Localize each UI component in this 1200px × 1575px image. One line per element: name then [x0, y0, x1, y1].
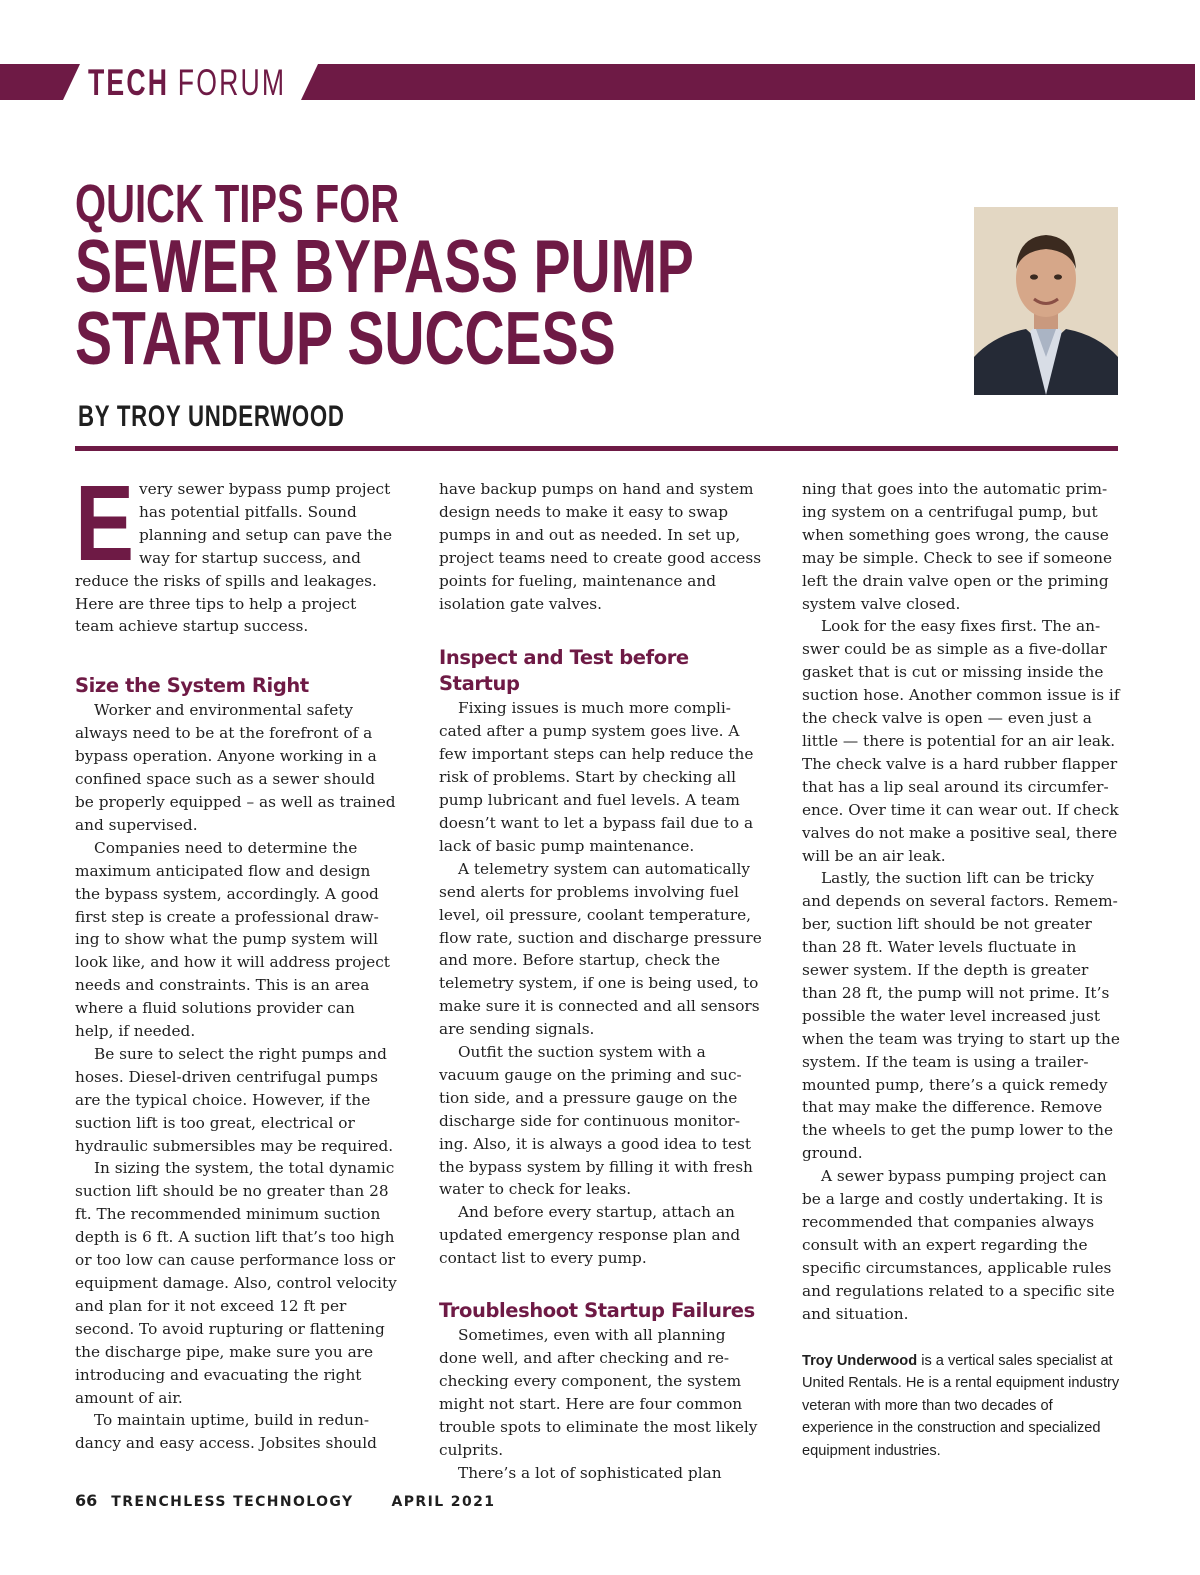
- author-photo-illustration: [974, 207, 1118, 395]
- page-footer: [75, 1491, 495, 1510]
- paragraph: Companies need to determine the maximum anticipated flow and design the bypass system, accordingly. A good first step is create a professional drawing to show what the pump system will look like, and how it will address project needs and constraints. This is an area where a fluid solutions provider can help, if needed.: [75, 838, 390, 1041]
- author-bio: [802, 1350, 1124, 1463]
- paragraph: Fixing issues is much more complicated after a pump system goes live. A few important steps can help reduce the risk of problems. Start by checking all pump lubricant and fuel levels. A team doesn’t want to let a bypass fail due to a lack of basic pump maintenance.: [439, 699, 754, 855]
- subhead-inspect-test: Inspect and Test before Startup: [439, 646, 689, 696]
- page-number: 66: [75, 1491, 98, 1510]
- paragraph: ning that goes into the automatic priming system on a centrifugal pump, but when something goes wrong, the cause may be simple. Check to see if someone left the drain valve open or the priming system valve closed.: [802, 480, 1113, 613]
- intro-paragraph: very sewer bypass pump project has potential pitfalls. Sound planning and setup can pave the way for startup success, and reduce the risks of spills and leakages. Here are three tips to help a project team achieve startup success.: [75, 480, 393, 636]
- headline-rule: [75, 446, 1118, 451]
- section-label-light: FORUM: [177, 62, 287, 103]
- paragraph: To maintain uptime, build in redundancy and easy access. Jobsites should: [75, 1411, 377, 1453]
- subhead-size-system: Size the System Right: [75, 674, 309, 698]
- paragraph: Look for the easy fixes first. The answer could be as simple as a five-dollar gasket that is cut or missing inside the suction hose. Another common issue is if the check valve is open — even just a little — there is potential for an air leak. The check valve is a hard rubber flapper that has a lip seal around its circumference. Over time it can wear out. If check valves do not make a positive seal, there will be an air leak.: [802, 617, 1120, 865]
- banner-left-bar: [0, 64, 80, 100]
- paragraph: Be sure to select the right pumps and hoses. Diesel-driven centrifugal pumps are the typical choice. However, if the suction lift is too great, electrical or hydraulic submersibles may be required.: [75, 1044, 394, 1155]
- byline: BY TROY UNDERWOOD: [78, 400, 345, 433]
- paragraph: A sewer bypass pumping project can be a large and costly undertaking. It is recommended that companies always consult with an expert regarding the specific circumstances, applicable rules and regulations related to a specific site and situation.: [802, 1167, 1115, 1323]
- publication-name: TRENCHLESS TECHNOLOGY: [111, 1494, 354, 1510]
- headline-kicker: QUICK TIPS FOR: [75, 174, 400, 234]
- headline-line-2: STARTUP SUCCESS: [75, 296, 616, 380]
- paragraph: Worker and environmental safety always need to be at the forefront of a bypass operation. Anyone working in a confined space such as a sewer should be properly equipped – as well as trained and supervised.: [75, 701, 396, 834]
- subhead-troubleshoot: Troubleshoot Startup Failures: [439, 1299, 755, 1323]
- headline-main: [75, 224, 694, 380]
- paragraph: have backup pumps on hand and system design needs to make it easy to swap pumps in and out as needed. In set up, project teams need to create good access points for fueling, maintenance and isolation gate valves.: [439, 480, 762, 613]
- paragraph: Sometimes, even with all planning done well, and after checking and rechecking every component, the system might not start. Here are four common trouble spots to eliminate the most likely culprits.: [439, 1326, 758, 1459]
- author-photo: [974, 207, 1118, 395]
- section-label: [88, 62, 287, 103]
- author-bio-name: Troy Underwood: [802, 1352, 918, 1369]
- article-column-3: [802, 478, 1124, 1462]
- author-bio-text: is a vertical sales specialist at United Rentals. He is a rental equipment industry veteran with more than two decades of experience in the construction and specialized equipment industries.: [802, 1352, 1120, 1459]
- section-label-bold: TECH: [88, 62, 170, 103]
- paragraph: There’s a lot of sophisticated plan: [458, 1463, 722, 1482]
- article-column-1: [75, 462, 398, 1455]
- paragraph: In sizing the system, the total dynamic suction lift should be no greater than 28 ft. The recommended minimum suction depth is 6 ft. A suction lift that’s too high or too low can cause performance loss or equipment damage. Also, control velocity and plan for it not exceed 12 ft per second. To avoid rupturing or flattening the discharge pipe, make sure you are introducing and evacuating the right amount of air.: [75, 1159, 397, 1407]
- drop-cap: E: [75, 462, 135, 583]
- headline-line-1: SEWER BYPASS PUMP: [75, 224, 694, 308]
- paragraph: A telemetry system can automatically send alerts for problems involving fuel level, oil pressure, coolant temperature, flow rate, suction and discharge pressure and more. Before startup, check the telemetry system, if one is being used, to make sure it is connected and all sensors are sending signals.: [439, 859, 762, 1039]
- article-column-2: [439, 478, 762, 1484]
- banner-right-bar: [301, 64, 1195, 100]
- section-banner: [0, 62, 1195, 103]
- paragraph: Lastly, the suction lift can be tricky and depends on several factors. Remember, suction lift should be not greater than 28 ft. Water levels fluctuate in sewer system. If the depth is greater than 28 ft, the pump will not prime. It’s possible the water level increased just when the team was trying to start up the system. If the team is using a trailer-mounted pump, there’s a quick remedy that may make the difference. Remove the wheels to get the pump lower to the ground.: [802, 869, 1120, 1163]
- paragraph: Outfit the suction system with a vacuum gauge on the priming and suction side, and a pressure gauge on the discharge side for continuous monitoring. Also, it is always a good idea to test the bypass system by filling it with fresh water to check for leaks.: [439, 1043, 753, 1199]
- paragraph: And before every startup, attach an updated emergency response plan and contact list to every pump.: [439, 1203, 741, 1268]
- issue-date: APRIL 2021: [391, 1494, 496, 1510]
